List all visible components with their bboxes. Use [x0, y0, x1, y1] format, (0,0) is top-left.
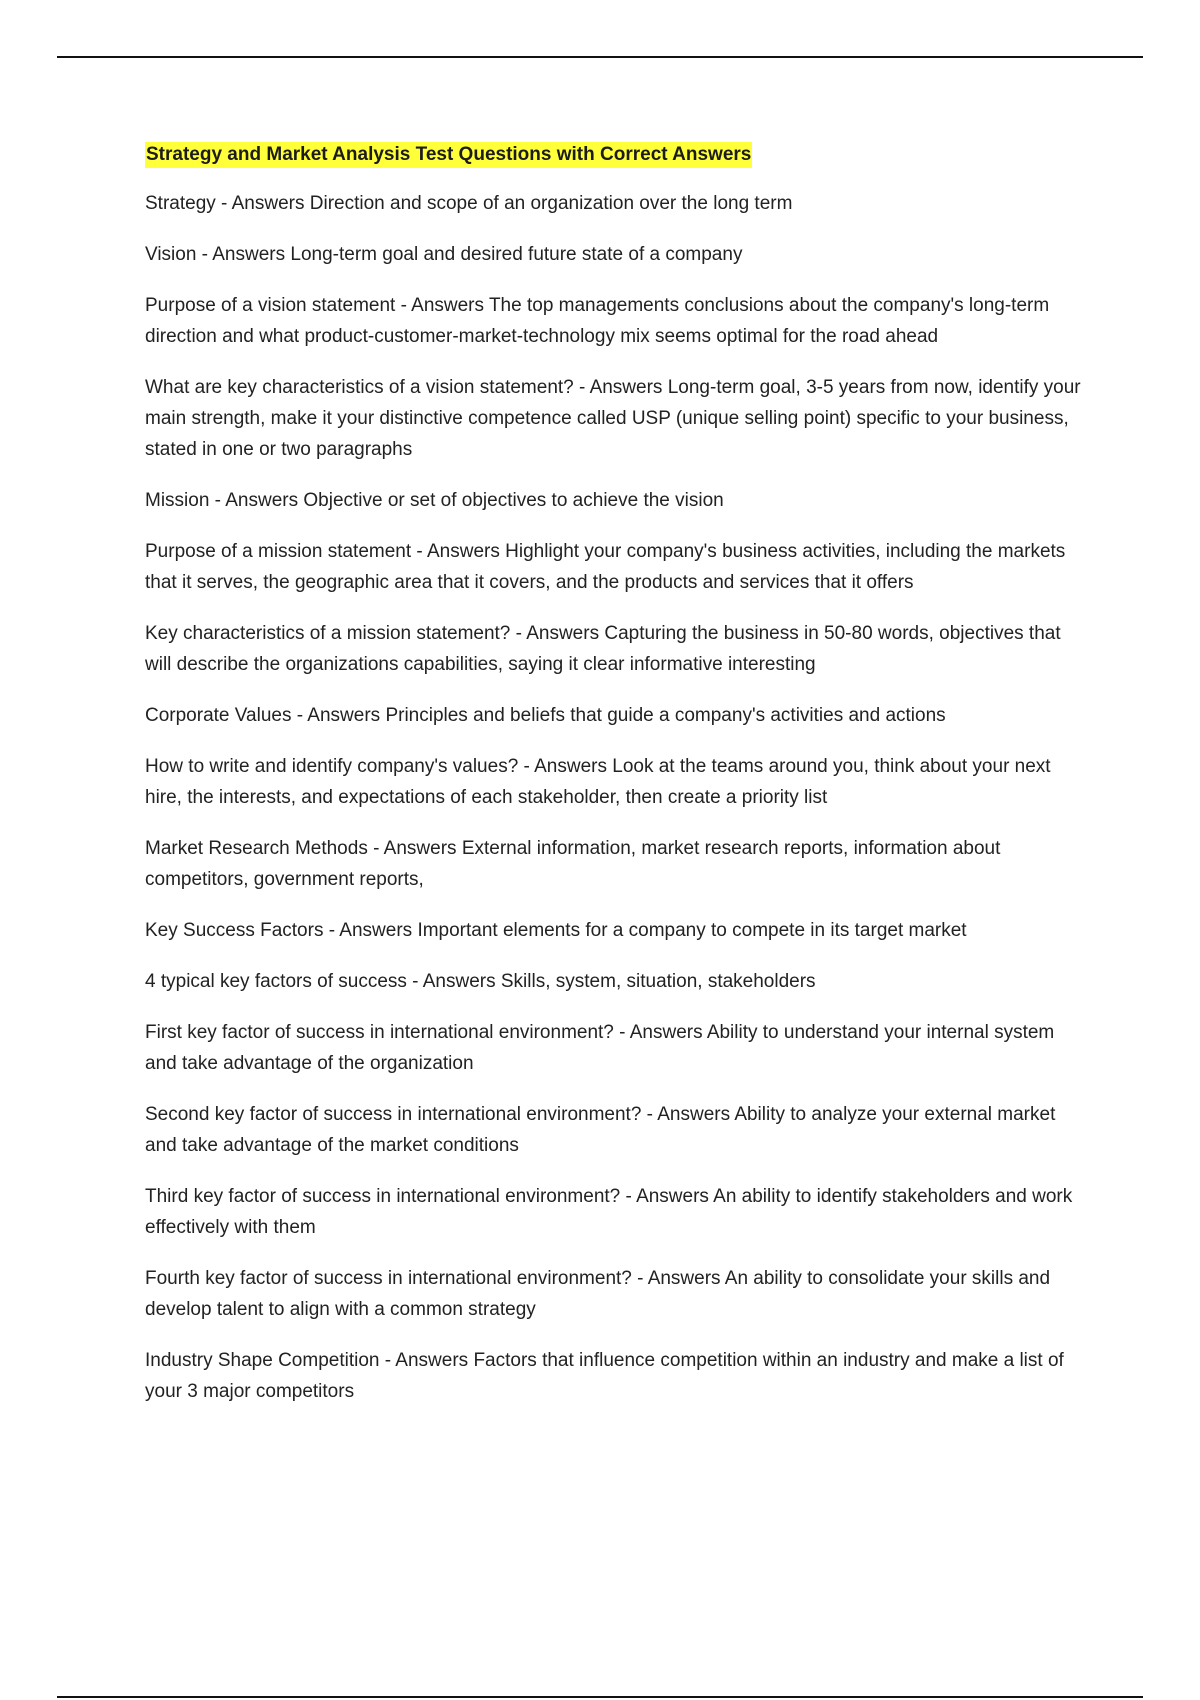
qa-term: Key characteristics of a mission statement? — [145, 623, 511, 644]
qa-item — [145, 618, 1090, 680]
qa-answer: Skills, system, situation, stakeholders — [500, 971, 816, 992]
qa-item — [145, 1181, 1090, 1243]
qa-separator: - Answers — [379, 1350, 474, 1371]
qa-answer: Direction and scope of an organization over the long term — [309, 193, 793, 214]
qa-item — [145, 188, 1090, 219]
qa-item — [145, 536, 1090, 598]
qa-list — [145, 188, 1090, 1407]
qa-item — [145, 915, 1090, 946]
qa-term: Vision — [145, 244, 197, 265]
qa-separator: - Answers — [631, 1268, 725, 1289]
qa-term: Mission — [145, 490, 210, 511]
qa-answer: Long-term goal, 3-5 years from now, identify your main strength, make it your distinctive competence called USP (unique selling point) specific to your business, stated in one or two paragraphs — [145, 377, 1081, 460]
qa-item — [145, 966, 1090, 997]
qa-separator: - Answers — [573, 377, 668, 398]
qa-separator: - Answers — [406, 971, 501, 992]
qa-term: First key factor of success in international environment? — [145, 1022, 614, 1043]
qa-separator: - Answers — [209, 490, 304, 511]
qa-answer: Ability to understand your internal system and take advantage of the organization — [145, 1022, 1055, 1074]
document-title: Strategy and Market Analysis Test Questions with Correct Answers — [145, 142, 752, 168]
qa-separator: - Answers — [613, 1022, 707, 1043]
qa-separator: - Answers — [395, 295, 489, 316]
qa-term: Market Research Methods — [145, 838, 368, 859]
qa-separator: - Answers — [367, 838, 462, 859]
qa-answer: Factors that influence competition within an industry and make a list of your 3 major competitors — [145, 1350, 1064, 1402]
qa-item — [145, 833, 1090, 895]
qa-term: Purpose of a mission statement — [145, 541, 412, 562]
qa-item — [145, 290, 1090, 352]
qa-item — [145, 700, 1090, 731]
qa-separator: - Answers — [518, 756, 613, 777]
qa-answer: Highlight your company's business activities, including the markets that it serves, the geographic area that it covers, and the products and services that it offers — [145, 541, 1066, 593]
qa-term: What are key characteristics of a vision statement? — [145, 377, 574, 398]
qa-item — [145, 751, 1090, 813]
qa-answer: Long-term goal and desired future state of a company — [290, 244, 743, 265]
qa-item — [145, 239, 1090, 270]
qa-separator: - Answers — [411, 541, 506, 562]
qa-term: Strategy — [145, 193, 216, 214]
qa-answer: Objective or set of objectives to achieve the vision — [303, 490, 724, 511]
qa-item — [145, 1263, 1090, 1325]
qa-item — [145, 485, 1090, 516]
qa-answer: An ability to identify stakeholders and work effectively with them — [145, 1186, 1073, 1238]
qa-answer: An ability to consolidate your skills and develop talent to align with a common strategy — [145, 1268, 1051, 1320]
document-body — [145, 142, 1090, 1427]
top-rule — [57, 56, 1143, 58]
qa-term: Industry Shape Competition — [145, 1350, 380, 1371]
qa-answer: Capturing the business in 50-80 words, objectives that will describe the organizations capabilities, saying it clear informative interesting — [145, 623, 1061, 675]
qa-answer: The top managements conclusions about the company's long-term direction and what product-customer-market-technology mix seems optimal for the road ahead — [145, 295, 1050, 347]
qa-answer: External information, market research reports, information about competitors, government reports, — [145, 838, 1001, 890]
qa-answer: Look at the teams around you, think about your next hire, the interests, and expectations of each stakeholder, then create a priority list — [145, 756, 1051, 808]
qa-separator: - Answers — [291, 705, 386, 726]
qa-item — [145, 1017, 1090, 1079]
qa-separator: - Answers — [196, 244, 291, 265]
qa-term: How to write and identify company's values? — [145, 756, 519, 777]
qa-item — [145, 1345, 1090, 1407]
qa-answer: Important elements for a company to compete in its target market — [417, 920, 967, 941]
qa-term: Fourth key factor of success in international environment? — [145, 1268, 632, 1289]
bottom-rule — [57, 1696, 1143, 1698]
qa-answer: Principles and beliefs that guide a company's activities and actions — [385, 705, 946, 726]
qa-term: Second key factor of success in international environment? — [145, 1104, 642, 1125]
qa-term: Key Success Factors — [145, 920, 324, 941]
qa-term: Third key factor of success in international environment? — [145, 1186, 621, 1207]
qa-separator: - Answers — [323, 920, 418, 941]
qa-term: Purpose of a vision statement — [145, 295, 396, 316]
qa-separator: - Answers — [215, 193, 310, 214]
qa-separator: - Answers — [620, 1186, 714, 1207]
qa-separator: - Answers — [510, 623, 605, 644]
qa-term: 4 typical key factors of success — [145, 971, 407, 992]
qa-term: Corporate Values — [145, 705, 292, 726]
qa-separator: - Answers — [641, 1104, 735, 1125]
qa-item — [145, 1099, 1090, 1161]
qa-item — [145, 372, 1090, 465]
qa-answer: Ability to analyze your external market and take advantage of the market conditions — [145, 1104, 1056, 1156]
